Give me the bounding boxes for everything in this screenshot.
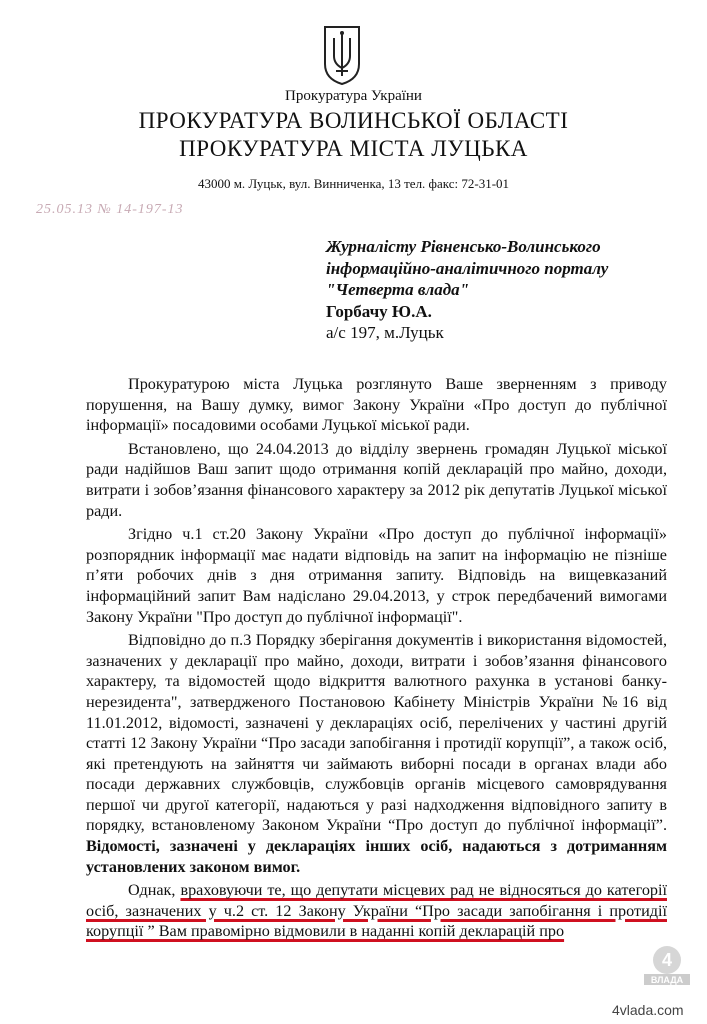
paragraph-text: Однак, bbox=[128, 881, 181, 900]
paragraph: Згідно ч.1 ст.20 Закону України «Про доступ до публічної інформації» розпорядник інформації має надати відповідь на запит на інформацію не пізніше п’яти робочих днів з дня отримання запиту. Відповідь на вищевказаний інформаційний запит Вам надіслано 29.04.2013, у строк передбачений вимогами Закону України "Про доступ до публічної інформації". bbox=[86, 525, 667, 626]
underlined-text: враховуючи те, що депутати місцевих рад не відносяться до категорії осіб, зазначених у ч.2 ст. 12 Закону України “Про засади запобігання і протидії корупції ” Вам правомірно відмовили в наданні копій декларацій про bbox=[86, 881, 667, 941]
watermark-logo-digit: 4 bbox=[661, 950, 673, 970]
organization-address: 43000 м. Луцьк, вул. Винниченка, 13 тел. факс: 72-31-01 bbox=[197, 176, 510, 191]
coat-of-arms-icon bbox=[322, 24, 362, 86]
recipient-line: "Четверта влада" bbox=[326, 280, 470, 299]
parent-organization: Прокуратура України bbox=[285, 88, 422, 104]
recipient-address: а/с 197, м.Луцьк bbox=[326, 323, 444, 342]
organization-title-regional: ПРОКУРАТУРА ВОЛИНСЬКОЇ ОБЛАСТІ bbox=[138, 108, 569, 133]
paragraph-text: Відповідно до п.3 Порядку зберігання документів і використання відомостей, зазначених у декларації про майно, доходи, витрати і зобов’язання фінансового характеру, та відомостей щодо відкриття валютного рахунка в установі банку-нерезидента", затвердженого Постановою Кабінету Міністрів України №16 від 11.01.2012, відомості, зазначені у деклараціях осіб, перелічених у частині другій статті 12 Закону України “Про засади запобігання і протидії корупції”, а також осіб, які претендують на зайняття чи займають виборні посади в органах влади або посади державних службовців, службовців органів місцевого самоврядування першої чи другої категорії, надаються у разі надходження відповідного запиту в порядку, встановленому Законом України “Про доступ до публічної інформації”. bbox=[86, 631, 667, 835]
letter-body bbox=[86, 374, 667, 945]
paragraph: Прокуратурою міста Луцька розглянуто Ваше зверненням з приводу порушення, на Вашу думку, вимог Закону України «Про доступ до публічної інформації» посадовими особами Луцької міської ради. bbox=[86, 375, 667, 435]
watermark-logo-word: ВЛАДА bbox=[650, 975, 684, 985]
recipient-line: Журналісту Рівненсько-Волинського bbox=[326, 237, 601, 256]
recipient-line: інформаційно-аналітичного порталу bbox=[326, 258, 609, 278]
watermark-logo-icon bbox=[642, 944, 692, 986]
watermark-site: 4vlada.com bbox=[612, 1002, 684, 1018]
paragraph-bold-text: Відомості, зазначені у деклараціях інших осіб, надаються з дотриманням установлених законом вимог. bbox=[86, 837, 667, 876]
paragraph bbox=[86, 630, 667, 877]
registration-number: 25.05.13 № 14-197-13 bbox=[36, 202, 184, 217]
paragraph: Встановлено, що 24.04.2013 до відділу звернень громадян Луцької міської ради надійшов Ваш запит щодо отримання копій декларацій про майно, доходи, витрати і зобов’язання фінансового характеру за 2012 рік депутатів Луцької міської ради. bbox=[86, 439, 667, 520]
recipient-block bbox=[326, 236, 608, 344]
organization-title-city: ПРОКУРАТУРА МІСТА ЛУЦЬКА bbox=[179, 136, 528, 161]
recipient-name: Горбачу Ю.А. bbox=[326, 301, 432, 321]
paragraph bbox=[86, 880, 667, 942]
